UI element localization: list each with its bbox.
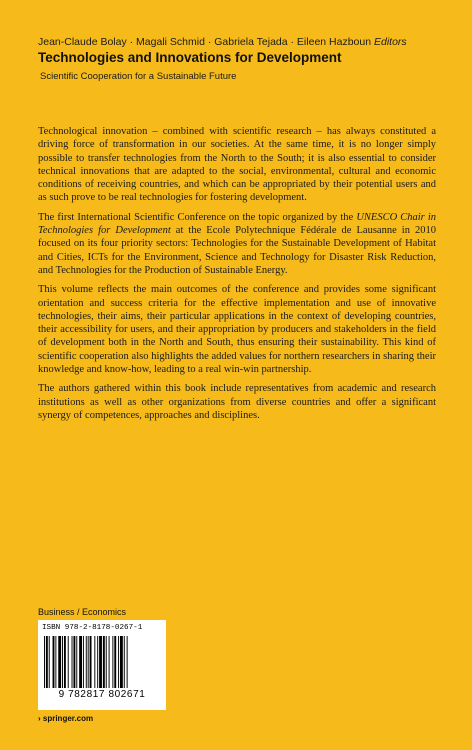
barcode-bar <box>118 636 119 688</box>
book-title: Technologies and Innovations for Development <box>38 50 342 65</box>
barcode-bar <box>76 636 77 688</box>
barcode-bar <box>83 636 84 688</box>
barcode-bar <box>44 636 45 688</box>
barcode-bar <box>88 636 89 688</box>
editors-line <box>38 36 458 48</box>
blurb-paragraph-2-end: at the Ecole Polytechnique Fédérale de Lausanne in 2010 focused on its four priority sectors: Technologies for the Sustainable Development of Habitat and Cities, ICTs for the Environment, Science and Technology for Disaster Risk Reduction, and Technologies for the Production of Sustainable Energy. <box>38 225 436 276</box>
blurb-paragraph-1: Technological innovation – combined with scientific research – has always constituted a driving force of transformation in our societies. At the same time, it is no longer simply possible to transfer technologies from the North to the South; it is also essential to consider technical innovations that are adapted to the social, environmental, cultural and economic conditions of receiving countries, and which can be appropriated by their potential users and as such prove to be real technologies for fostering development. <box>38 126 436 204</box>
barcode-bar <box>49 636 50 688</box>
barcode-bar <box>124 636 125 688</box>
blurb-paragraph-3: This volume reflects the main outcomes of the conference and provides some significant orientation and success criteria for the effective implementation and use of innovative technologies, their aims, their particular applications in the context of developing countries, their accessibility for users, and their appropriation by producers and stakeholders in the field of development both in the North and South, thus ensuring their sustainability. This kind of scientific cooperation also highlights the added values for northern researchers in sharing their knowledge and know-how, leading to a real win-win partnership. <box>38 284 436 376</box>
barcode-bar <box>114 636 116 688</box>
barcode-bar <box>120 636 123 688</box>
barcode-bar <box>46 636 48 688</box>
barcode-bars <box>42 636 162 688</box>
barcode-bar <box>55 636 56 688</box>
barcode-bar <box>90 636 92 688</box>
publisher-link[interactable]: › springer.com <box>38 714 94 723</box>
barcode-bar <box>62 636 63 688</box>
barcode-bar <box>97 636 98 688</box>
barcode-bar <box>68 636 69 688</box>
subject-category: Business / Economics <box>38 607 127 617</box>
barcode-bar <box>99 636 102 688</box>
blurb-paragraph-4: The authors gathered within this book include representatives from academic and research institutions as well as other organizations from diverse countries and offer a significant synergy of competences, approaches and disciplines. <box>38 383 436 421</box>
barcode-bar <box>72 636 73 688</box>
blurb <box>38 125 436 428</box>
blurb-paragraph-2 <box>38 211 436 277</box>
book-subtitle: Scientific Cooperation for a Sustainable Future <box>40 71 237 82</box>
barcode-bar <box>112 636 113 688</box>
barcode-bar <box>86 636 87 688</box>
editors-role: Editors <box>374 36 407 48</box>
editor-names: Jean-Claude Bolay · Magali Schmid · Gabriela Tejada · Eileen Hazboun <box>38 36 372 48</box>
blurb-paragraph-2-start: The first International Scientific Conference on the topic organized by the <box>38 211 357 223</box>
barcode-bar <box>53 636 55 688</box>
barcode-bar <box>58 636 61 688</box>
isbn-text: ISBN 978-2-8178-0267-1 <box>42 624 143 632</box>
barcode-digits: 9 782817 802671 <box>58 689 146 700</box>
barcode-bar <box>79 636 82 688</box>
barcode-bar <box>127 636 128 688</box>
barcode-bar <box>64 636 66 688</box>
barcode-bar <box>103 636 105 688</box>
barcode-bar <box>73 636 75 688</box>
isbn-barcode <box>38 620 166 710</box>
unesco-chair-name: UNESCO Chair in Technologies for Development <box>38 211 436 237</box>
barcode-bar <box>109 636 110 688</box>
barcode-bar <box>106 636 107 688</box>
barcode-bar <box>94 636 95 688</box>
